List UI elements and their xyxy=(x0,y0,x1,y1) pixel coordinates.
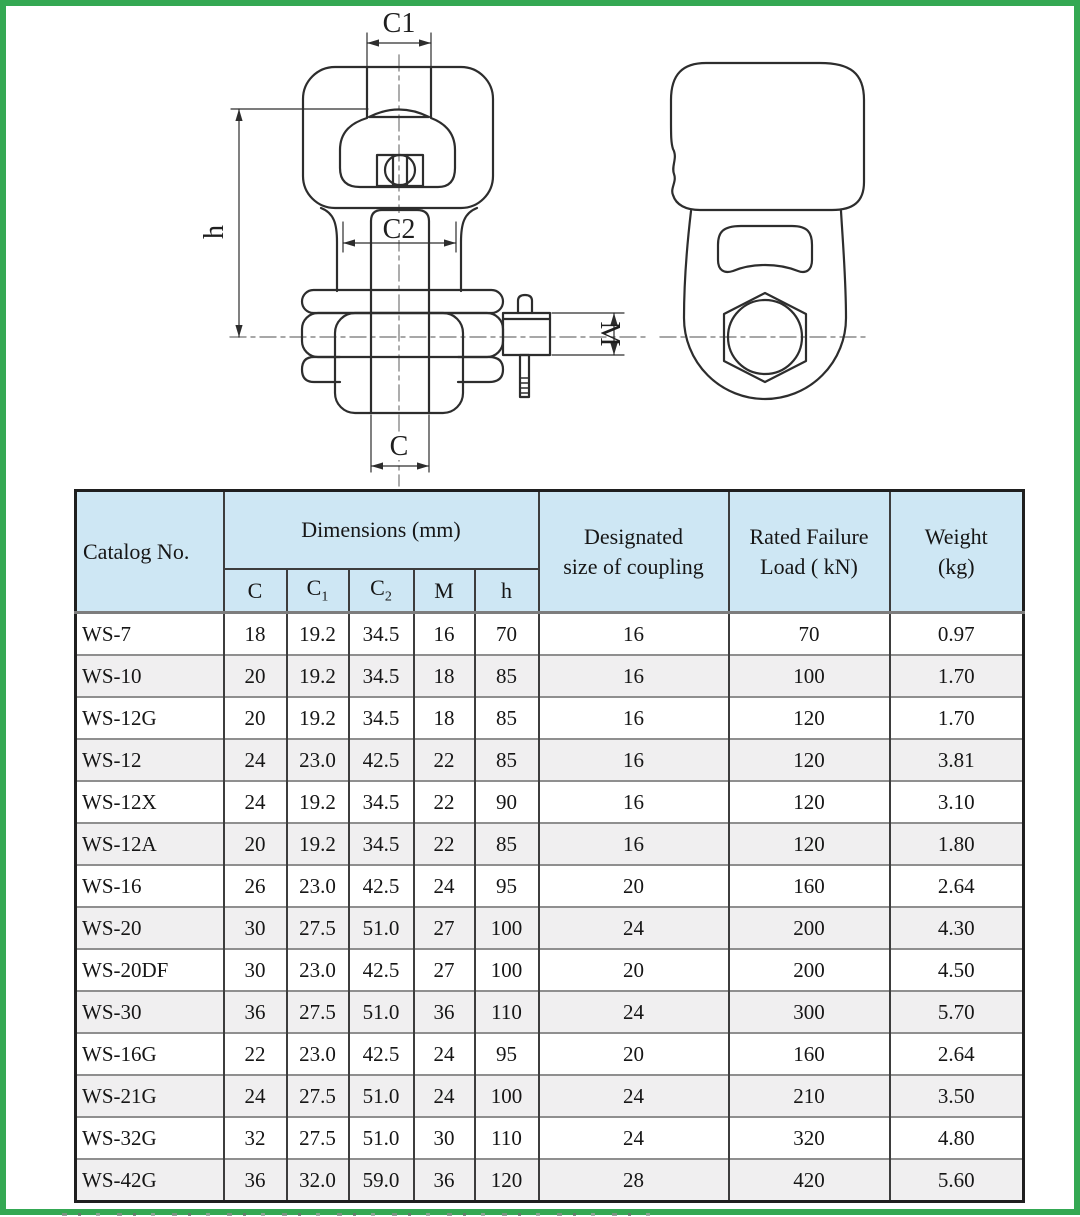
cell-coupling: 16 xyxy=(539,697,729,739)
header-weight-line2: (kg) xyxy=(937,553,975,579)
cell-h: 85 xyxy=(475,739,539,781)
cell-c2: 42.5 xyxy=(349,949,414,991)
cell-h: 95 xyxy=(475,1033,539,1075)
cell-c1: 19.2 xyxy=(287,613,349,656)
header-coupling-line1: Designated xyxy=(584,523,683,549)
cell-weight: 1.80 xyxy=(890,823,1024,865)
cell-coupling: 20 xyxy=(539,949,729,991)
cell-catalog: WS-32G xyxy=(76,1117,224,1159)
cell-catalog: WS-20 xyxy=(76,907,224,949)
cell-m: 24 xyxy=(414,1075,475,1117)
side-head-outline xyxy=(671,63,864,210)
header-load-line1: Rated Failure xyxy=(749,523,869,549)
cell-load: 420 xyxy=(729,1159,890,1202)
cell-c: 36 xyxy=(224,991,287,1033)
cell-catalog: WS-42G xyxy=(76,1159,224,1202)
cell-coupling: 24 xyxy=(539,1117,729,1159)
header-weight-line1: Weight xyxy=(924,523,988,549)
cell-m: 30 xyxy=(414,1117,475,1159)
socket-cavity xyxy=(340,118,455,187)
cell-h: 95 xyxy=(475,865,539,907)
cell-m: 36 xyxy=(414,1159,475,1202)
cell-c1: 27.5 xyxy=(287,907,349,949)
cell-catalog: WS-7 xyxy=(76,613,224,656)
cell-catalog: WS-16G xyxy=(76,1033,224,1075)
table-row xyxy=(76,613,1024,656)
cell-c2: 51.0 xyxy=(349,1117,414,1159)
pin-block xyxy=(377,155,423,186)
front-view xyxy=(230,33,648,486)
cell-weight: 3.81 xyxy=(890,739,1024,781)
header-weight xyxy=(890,491,1024,613)
header-dim-c1: $C_1$ xyxy=(287,569,349,613)
header-dim-m: M xyxy=(414,569,475,613)
dim-label-m: M xyxy=(594,321,625,347)
cell-h: 100 xyxy=(475,907,539,949)
cell-m: 22 xyxy=(414,781,475,823)
table-row xyxy=(76,697,1024,739)
cell-catalog: WS-12 xyxy=(76,739,224,781)
cell-load: 300 xyxy=(729,991,890,1033)
cell-c: 20 xyxy=(224,697,287,739)
cell-weight: 2.64 xyxy=(890,865,1024,907)
cell-h: 85 xyxy=(475,655,539,697)
cell-catalog: WS-12X xyxy=(76,781,224,823)
cell-catalog: WS-20DF xyxy=(76,949,224,991)
cell-c1: 27.5 xyxy=(287,1075,349,1117)
dim-label-c1: C1 xyxy=(382,8,416,39)
header-coupling xyxy=(539,491,729,613)
cell-coupling: 24 xyxy=(539,991,729,1033)
cell-m: 16 xyxy=(414,613,475,656)
cell-c1: 23.0 xyxy=(287,739,349,781)
cell-load: 320 xyxy=(729,1117,890,1159)
cell-c2: 34.5 xyxy=(349,655,414,697)
cell-weight: 4.50 xyxy=(890,949,1024,991)
cell-h: 110 xyxy=(475,991,539,1033)
cell-load: 120 xyxy=(729,781,890,823)
cell-weight: 1.70 xyxy=(890,697,1024,739)
header-dimensions-group: Dimensions (mm) xyxy=(224,491,539,570)
cell-c1: 23.0 xyxy=(287,1033,349,1075)
cell-load: 100 xyxy=(729,655,890,697)
cell-c2: 51.0 xyxy=(349,907,414,949)
pin-hole xyxy=(385,155,415,185)
side-view xyxy=(660,63,868,399)
table-row xyxy=(76,1033,1024,1075)
table-row xyxy=(76,991,1024,1033)
header-dim-h: h xyxy=(475,569,539,613)
table-row xyxy=(76,907,1024,949)
cell-m: 24 xyxy=(414,865,475,907)
cell-weight: 4.30 xyxy=(890,907,1024,949)
dim-h xyxy=(231,109,368,337)
cell-load: 70 xyxy=(729,613,890,656)
cell-coupling: 20 xyxy=(539,865,729,907)
cell-coupling: 16 xyxy=(539,823,729,865)
cell-c1: 19.2 xyxy=(287,781,349,823)
cell-c1: 19.2 xyxy=(287,655,349,697)
cell-catalog: WS-30 xyxy=(76,991,224,1033)
cell-h: 85 xyxy=(475,823,539,865)
cell-weight: 5.70 xyxy=(890,991,1024,1033)
header-coupling-line2: size of coupling xyxy=(563,553,704,579)
cell-c2: 34.5 xyxy=(349,697,414,739)
cell-catalog: WS-12G xyxy=(76,697,224,739)
cell-catalog: WS-21G xyxy=(76,1075,224,1117)
cell-m: 18 xyxy=(414,655,475,697)
cell-h: 90 xyxy=(475,781,539,823)
dim-label-c: C xyxy=(389,431,409,462)
cell-m: 24 xyxy=(414,1033,475,1075)
cell-c: 30 xyxy=(224,949,287,991)
table-row xyxy=(76,739,1024,781)
cell-m: 22 xyxy=(414,823,475,865)
cell-c2: 34.5 xyxy=(349,613,414,656)
dim-label-h: h xyxy=(199,225,230,239)
cell-h: 120 xyxy=(475,1159,539,1202)
table-row xyxy=(76,865,1024,907)
table-row xyxy=(76,1075,1024,1117)
header-dim-c: C xyxy=(224,569,287,613)
header-dim-c2: $C_2$ xyxy=(349,569,414,613)
cell-c1: 19.2 xyxy=(287,823,349,865)
side-body-outline xyxy=(684,211,846,399)
cell-c: 24 xyxy=(224,739,287,781)
cell-c2: 42.5 xyxy=(349,1033,414,1075)
cell-c1: 23.0 xyxy=(287,865,349,907)
cell-m: 36 xyxy=(414,991,475,1033)
cell-c: 26 xyxy=(224,865,287,907)
cell-load: 160 xyxy=(729,1033,890,1075)
cell-c: 20 xyxy=(224,655,287,697)
cell-coupling: 16 xyxy=(539,613,729,656)
cell-catalog: WS-12A xyxy=(76,823,224,865)
clevis-bar-bottom-right xyxy=(458,357,503,382)
header-load xyxy=(729,491,890,613)
cell-m: 22 xyxy=(414,739,475,781)
cell-h: 70 xyxy=(475,613,539,656)
technical-drawing xyxy=(0,0,1080,489)
cell-coupling: 24 xyxy=(539,907,729,949)
cell-c1: 27.5 xyxy=(287,991,349,1033)
table-row xyxy=(76,1159,1024,1202)
cell-load: 200 xyxy=(729,949,890,991)
cell-c1: 32.0 xyxy=(287,1159,349,1202)
cell-c: 22 xyxy=(224,1033,287,1075)
cell-load: 160 xyxy=(729,865,890,907)
table-row xyxy=(76,781,1024,823)
cell-c2: 59.0 xyxy=(349,1159,414,1202)
cell-c: 20 xyxy=(224,823,287,865)
cell-c: 36 xyxy=(224,1159,287,1202)
cell-c2: 42.5 xyxy=(349,739,414,781)
cell-c2: 34.5 xyxy=(349,823,414,865)
cell-coupling: 20 xyxy=(539,1033,729,1075)
cutoff-text-fragments xyxy=(62,1213,652,1216)
cell-c: 18 xyxy=(224,613,287,656)
table-row xyxy=(76,1117,1024,1159)
cell-c: 32 xyxy=(224,1117,287,1159)
cell-load: 120 xyxy=(729,739,890,781)
cell-h: 85 xyxy=(475,697,539,739)
cell-c2: 34.5 xyxy=(349,781,414,823)
cell-catalog: WS-16 xyxy=(76,865,224,907)
cell-c1: 19.2 xyxy=(287,697,349,739)
header-load-line2: Load ( kN) xyxy=(760,553,858,579)
cell-c2: 42.5 xyxy=(349,865,414,907)
cell-catalog: WS-10 xyxy=(76,655,224,697)
cell-coupling: 28 xyxy=(539,1159,729,1202)
cell-weight: 3.50 xyxy=(890,1075,1024,1117)
cell-c: 24 xyxy=(224,1075,287,1117)
cell-weight: 5.60 xyxy=(890,1159,1024,1202)
cell-c2: 51.0 xyxy=(349,991,414,1033)
cell-h: 110 xyxy=(475,1117,539,1159)
cell-c: 30 xyxy=(224,907,287,949)
cell-m: 27 xyxy=(414,907,475,949)
bolt-pin-top xyxy=(518,295,532,313)
cell-h: 100 xyxy=(475,949,539,991)
cell-c2: 51.0 xyxy=(349,1075,414,1117)
cell-coupling: 24 xyxy=(539,1075,729,1117)
table-row xyxy=(76,949,1024,991)
spec-table-body xyxy=(76,613,1024,1202)
cell-weight: 1.70 xyxy=(890,655,1024,697)
cell-c1: 27.5 xyxy=(287,1117,349,1159)
spec-table xyxy=(74,489,1025,1203)
dim-label-c2: C2 xyxy=(382,214,416,245)
table-row xyxy=(76,655,1024,697)
side-slot xyxy=(718,226,812,272)
cell-m: 18 xyxy=(414,697,475,739)
cell-h: 100 xyxy=(475,1075,539,1117)
clevis-bar-top xyxy=(302,290,503,313)
cell-load: 210 xyxy=(729,1075,890,1117)
cell-weight: 0.97 xyxy=(890,613,1024,656)
cell-load: 200 xyxy=(729,907,890,949)
cell-weight: 4.80 xyxy=(890,1117,1024,1159)
cell-load: 120 xyxy=(729,697,890,739)
cell-c: 24 xyxy=(224,781,287,823)
cell-coupling: 16 xyxy=(539,655,729,697)
cell-weight: 2.64 xyxy=(890,1033,1024,1075)
cell-c1: 23.0 xyxy=(287,949,349,991)
table-row xyxy=(76,823,1024,865)
cell-m: 27 xyxy=(414,949,475,991)
cotter-pin xyxy=(520,355,529,397)
clevis-bar-middle xyxy=(302,313,503,357)
cell-load: 120 xyxy=(729,823,890,865)
header-catalog: Catalog No. xyxy=(76,491,224,613)
cell-coupling: 16 xyxy=(539,781,729,823)
cell-coupling: 16 xyxy=(539,739,729,781)
cell-weight: 3.10 xyxy=(890,781,1024,823)
